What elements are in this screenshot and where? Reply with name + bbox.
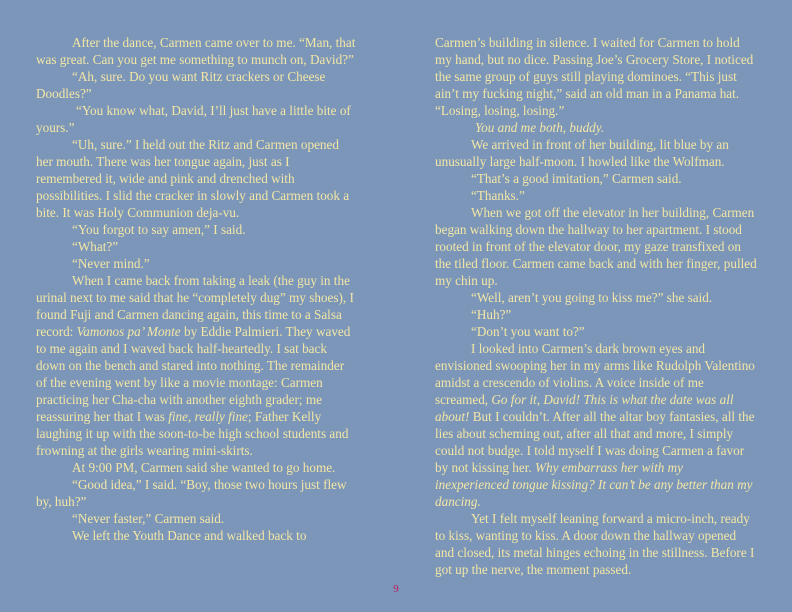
text-run: After the dance, Carmen came over to me. “Man, that was great. Can you get me something to munch on, David?” xyxy=(36,35,356,67)
text-run: “Well, aren’t you going to kiss me?” she said. xyxy=(471,290,713,305)
text-run: Yet I felt myself leaning forward a micro-inch, ready to kiss, wanting to kiss. A door down the hallway opened and closed, its metal hinges echoing in the stillness. Before I got up the nerve, the moment passed. xyxy=(435,511,755,577)
text-run: “Never faster,” Carmen said. xyxy=(72,511,225,526)
paragraph xyxy=(36,221,358,238)
paragraph xyxy=(435,340,757,510)
paragraph xyxy=(435,289,757,306)
text-run: “You know what, David, I’ll just have a little bite of yours.” xyxy=(36,103,351,135)
text-run: “Never mind.” xyxy=(72,256,150,271)
text-run: “Huh?” xyxy=(471,307,512,322)
text-run: “Uh, sure.” I held out the Ritz and Carmen opened her mouth. There was her tongue again, just as I remembered it, wide and pink and drenched with possibilities. I slid the cracker in slowly and Carmen took a bite. It was Holy Communion deja-vu. xyxy=(36,137,350,220)
paragraph xyxy=(36,476,358,510)
paragraph xyxy=(36,238,358,255)
paragraph xyxy=(435,204,757,289)
paragraph xyxy=(435,510,757,578)
paragraph xyxy=(435,187,757,204)
paragraph xyxy=(36,136,358,221)
paragraph xyxy=(36,102,358,136)
paragraph xyxy=(36,272,358,459)
paragraph xyxy=(435,34,757,119)
paragraph xyxy=(36,459,358,476)
text-run: “What?” xyxy=(72,239,119,254)
text-run: by Eddie Palmieri. They waved to me again and I waved back half-heartedly. I sat back down on the bench and stared into nothing. The remainder of the evening went by like a movie montage: Carmen practicing her Cha-cha with another eighth grader; me reassuring her that I was xyxy=(36,324,351,424)
text-run: When I came back from taking a leak (the guy in the urinal next to me said that he “completely dug” my shoes), I found Fuji and Carmen dancing again, this time to a Salsa record: xyxy=(36,273,354,339)
text-run: “Thanks.” xyxy=(471,188,525,203)
text-run: We left the Youth Dance and walked back to xyxy=(72,528,307,543)
text-run: Carmen’s building in silence. I waited for Carmen to hold my hand, but no dice. Passing Joe’s Grocery Store, I noticed the same group of guys still playing dominoes. “This just ain’t my fucking night,” said an old man in a Panama hat. “Losing, losing, losing.” xyxy=(435,35,754,118)
text-run: We arrived in front of her building, lit blue by an unusually large half-moon. I howled like the Wolfman. xyxy=(435,137,729,169)
italic-run: Go for it, David! This is what the date was all about! xyxy=(435,392,734,424)
paragraph xyxy=(435,119,757,136)
text-run: But I couldn’t. After all the altar boy fantasies, all the lies about scheming out, after all that and more, I simply could not budge. I told myself I was doing Carmen a favor by not kissing her. xyxy=(435,409,755,475)
italic-run: You and me both, buddy. xyxy=(475,120,605,135)
left-text-column xyxy=(36,34,358,544)
paragraph xyxy=(36,527,358,544)
italic-run: Vamonos pa’ Monte xyxy=(76,324,181,339)
paragraph xyxy=(36,68,358,102)
paragraph xyxy=(36,34,358,68)
text-run: “You forgot to say amen,” I said. xyxy=(72,222,246,237)
text-run: “Good idea,” I said. “Boy, those two hours just flew by, huh?” xyxy=(36,477,347,509)
text-run: At 9:00 PM, Carmen said she wanted to go home. xyxy=(72,460,336,475)
paragraph xyxy=(435,323,757,340)
paragraph xyxy=(435,136,757,170)
italic-run: fine, really fine xyxy=(168,409,248,424)
text-run: I looked into Carmen’s dark brown eyes and envisioned swooping her in my arms like Rudolph Valentino amidst a crescendo of violins. A voice inside of me screamed, xyxy=(435,341,755,407)
right-text-column xyxy=(435,34,757,578)
italic-run: Why embarrass her with my inexperienced tongue kissing? It can’t be any better than my dancing. xyxy=(435,460,753,509)
paragraph xyxy=(36,255,358,272)
paragraph xyxy=(435,306,757,323)
text-run: ; Father Kelly laughing it up with the soon-to-be high school students and frowning at the girls wearing mini-skirts. xyxy=(36,409,349,458)
text-run: “Don’t you want to?” xyxy=(471,324,585,339)
paragraph xyxy=(435,170,757,187)
paragraph xyxy=(36,510,358,527)
page-number: 9 xyxy=(393,583,399,595)
text-run: “That’s a good imitation,” Carmen said. xyxy=(471,171,682,186)
text-run: When we got off the elevator in her building, Carmen began walking down the hallway to her apartment. I stood rooted in front of the elevator door, my gaze transfixed on the tiled floor. Carmen came back and with her finger, pulled my chin up. xyxy=(435,205,757,288)
text-run: “Ah, sure. Do you want Ritz crackers or Cheese Doodles?” xyxy=(36,69,326,101)
